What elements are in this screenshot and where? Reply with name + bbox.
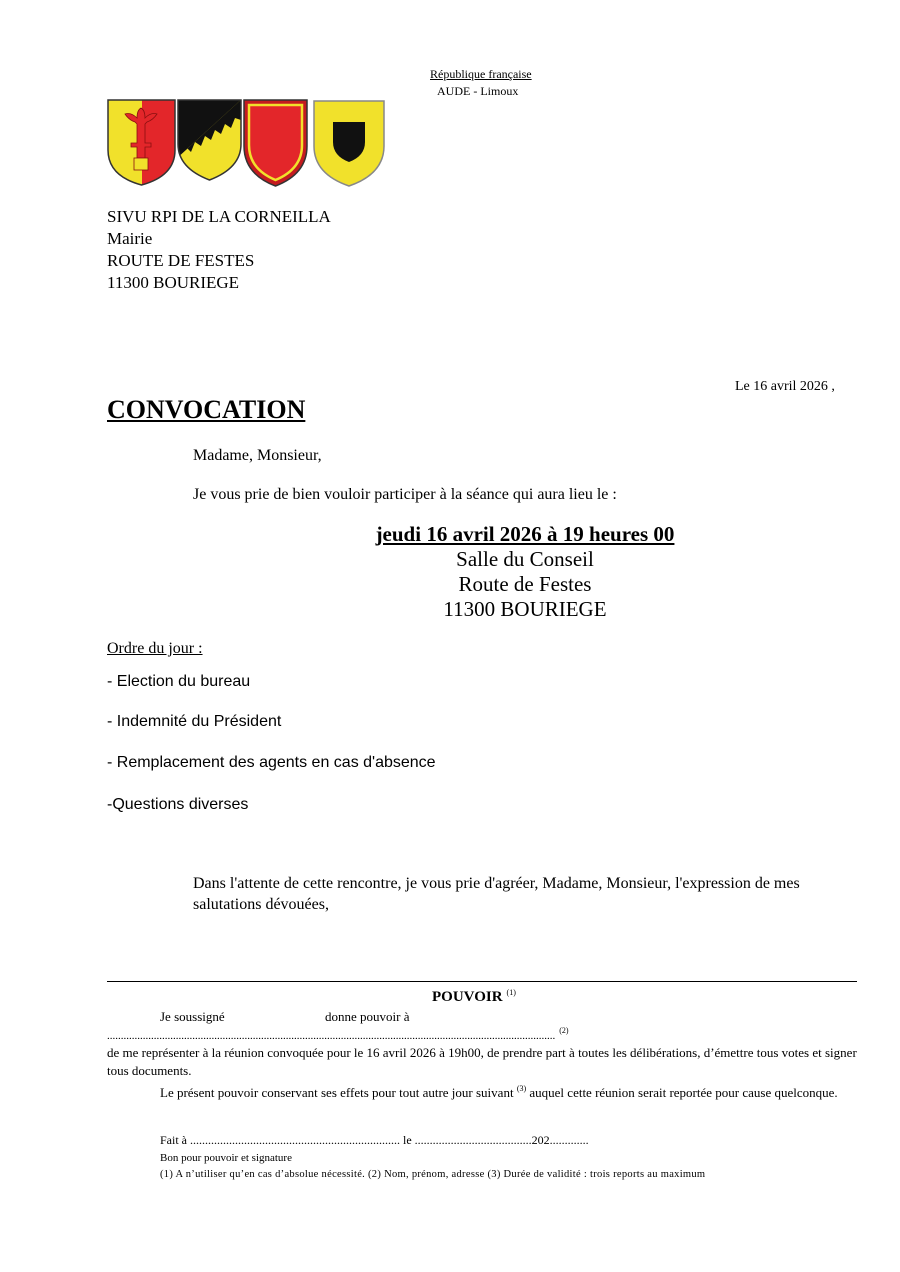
agenda-item: -Questions diverses bbox=[107, 796, 249, 813]
name-fill-line bbox=[107, 1026, 569, 1042]
footnote-ref-2: (2) bbox=[559, 1026, 569, 1035]
coats-of-arms bbox=[107, 98, 387, 190]
sender-org: SIVU RPI DE LA CORNEILLA bbox=[107, 207, 331, 226]
greeting: Madame, Monsieur, bbox=[193, 447, 322, 464]
shield-icon-4 bbox=[314, 101, 384, 186]
pouvoir-title-text: POUVOIR bbox=[432, 989, 503, 1005]
fait-a-line: Fait à ...................................................................... le .......................................202............. bbox=[160, 1133, 589, 1147]
soussigne-label: Je soussigné bbox=[160, 1009, 225, 1024]
pouvoir-paragraph-1: de me représenter à la réunion convoquée pour le 16 avril 2026 à 19h00, de prendre part à toutes les délibérations, d’émettre tous votes et signer tous documents. bbox=[107, 1045, 857, 1078]
signature-label: Bon pour pouvoir et signature bbox=[160, 1152, 292, 1164]
meeting-city: 11300 BOURIEGE bbox=[443, 597, 607, 621]
footnote-ref-1: (1) bbox=[506, 988, 516, 997]
department-label: AUDE - Limoux bbox=[437, 84, 519, 98]
sender-street: ROUTE DE FESTES bbox=[107, 251, 255, 270]
pouvoir-title bbox=[432, 988, 516, 1006]
meeting-street: Route de Festes bbox=[458, 572, 592, 596]
agenda-item: - Indemnité du Président bbox=[107, 713, 282, 730]
republique-label: République française bbox=[430, 67, 532, 81]
agenda-title: Ordre du jour : bbox=[107, 640, 203, 657]
sender-city: 11300 BOURIEGE bbox=[107, 273, 240, 292]
agenda-item: - Election du bureau bbox=[107, 673, 251, 690]
sender-address bbox=[107, 206, 331, 294]
letter-date: Le 16 avril 2026 , bbox=[735, 379, 835, 394]
shield-icon-2 bbox=[177, 98, 243, 188]
closing-text: Dans l'attente de cette rencontre, je vous prie d'agréer, Madame, Monsieur, l'expression de mes salutations dévouées, bbox=[193, 875, 800, 913]
footnote-ref-3: (3) bbox=[516, 1084, 527, 1093]
sender-mairie: Mairie bbox=[107, 229, 153, 248]
invitation-text: Je vous prie de bien vouloir participer à la séance qui aura lieu le : bbox=[193, 486, 617, 503]
donne-pouvoir-label: donne pouvoir à bbox=[325, 1009, 410, 1024]
footnotes: (1) A n’utiliser qu’en cas d’absolue nécessité. (2) Nom, prénom, adresse (3) Durée de validité : trois reports au maximum bbox=[160, 1169, 706, 1180]
shield-icon-1 bbox=[107, 98, 177, 190]
dots: ................................................................................................................................................................... bbox=[107, 1030, 556, 1042]
meeting-place: Salle du Conseil bbox=[456, 547, 594, 571]
agenda-item: - Remplacement des agents en cas d'absence bbox=[107, 754, 436, 771]
pouvoir-paragraph-2 bbox=[107, 1080, 857, 1102]
shield-icon-3 bbox=[244, 100, 307, 186]
meeting-details bbox=[300, 522, 750, 622]
para2-start: Le présent pouvoir conservant ses effets pour tout autre jour suivant bbox=[160, 1085, 514, 1100]
divider bbox=[107, 981, 857, 982]
page-title: CONVOCATION bbox=[107, 395, 306, 424]
para2-end: auquel cette réunion serait reportée pour cause quelconque. bbox=[529, 1085, 838, 1100]
meeting-datetime: jeudi 16 avril 2026 à 19 heures 00 bbox=[375, 522, 675, 546]
